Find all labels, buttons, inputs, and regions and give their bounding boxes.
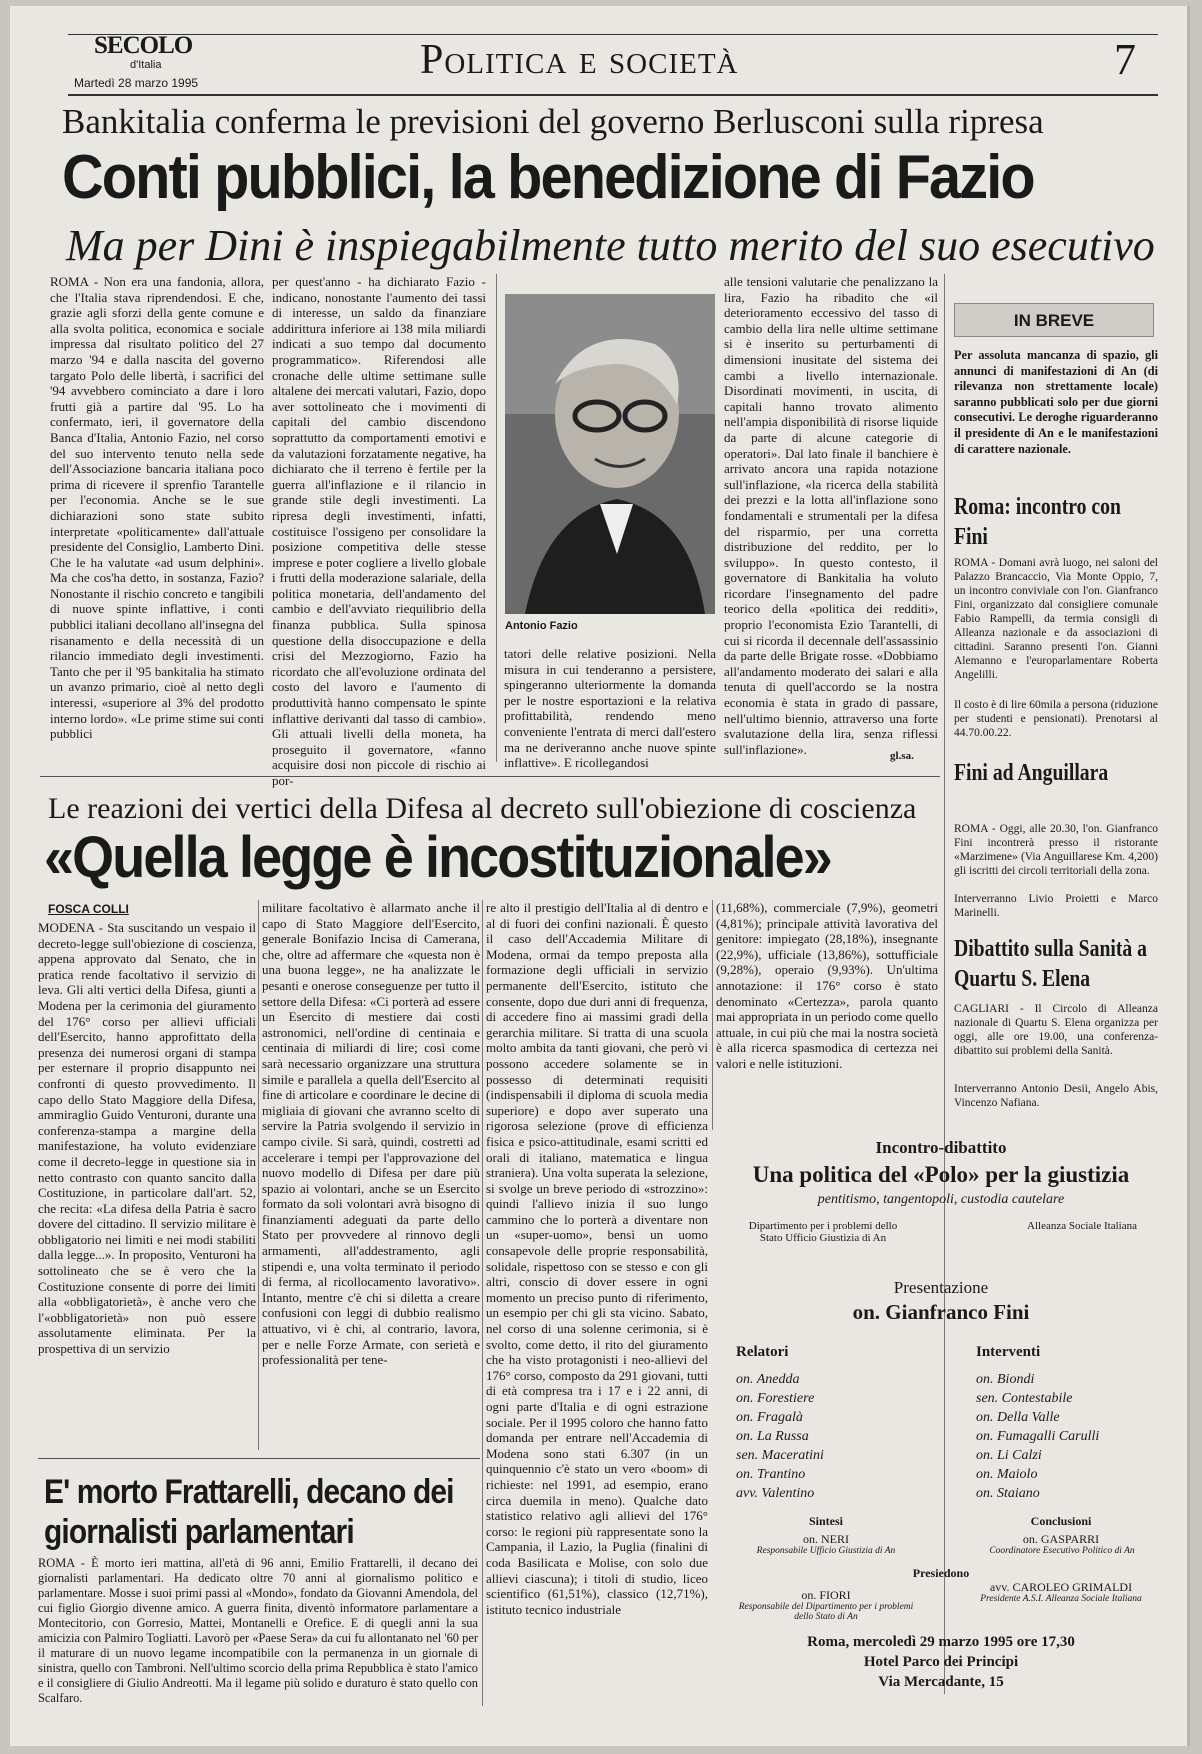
issue-date: Martedì 28 marzo 1995 <box>74 76 199 90</box>
in-breve-label: IN BREVE <box>954 303 1154 337</box>
advert-presenter: on. Gianfranco Fini <box>852 1300 1030 1324</box>
relatore: on. Trantino <box>736 1467 806 1482</box>
article2-column-4: (11,68%), commerciale (7,9%), geometri (4,81%); principale attività lavorativa del genitore: impiegato (28,18%), insegnante (22,9%), ufficiale (13,86%), sottufficiale (9,28%), operaio (9,93%). Un'ultima annotazione: il 176° corso è stato denominato «Certezza», parola quanto mai appropriata in un periodo come quello attuale, in cui più che mai la nostra società è alla ricerca spasmodica di certezza nei valori e nelle istituzioni. <box>716 900 938 1071</box>
sidebar-notice: Per assoluta mancanza di spazio, gli annunci di manifestazioni di An (di rilevanza non strettamente locale) saranno pubblicati solo per due giorni consecutivi. Le deroghe riguarderanno il presidente di An e le manifestazioni di carattere nazionale. <box>954 348 1158 456</box>
article1-subhead: Ma per Dini è inspiegabilmente tutto merito del suo esecutivo <box>66 221 1155 270</box>
relatore: sen. Maceratini <box>736 1448 824 1463</box>
advert-interventi-list <box>976 1370 1156 1503</box>
sidebar-item3-title: Dibattito sulla Sanità a Quartu S. Elena <box>954 936 1148 992</box>
article1-signature: gl.sa. <box>890 750 914 762</box>
advert-conclusioni-label: Conclusioni <box>1030 1514 1092 1528</box>
article1-kicker: Bankitalia conferma le previsioni del governo Berlusconi sulla ripresa <box>62 102 1044 141</box>
article1-headline: Conti pubblici, la benedizione di Fazio <box>62 143 1034 212</box>
intervento: on. Staiano <box>976 1486 1040 1501</box>
intervento: on. Della Valle <box>976 1410 1060 1425</box>
advert-presentation-label: Presentazione <box>893 1278 989 1297</box>
article2-byline: FOSCA COLLI <box>48 902 129 916</box>
sidebar-item1-text2: Il costo è di lire 60mila a persona (riduzione per studenti e pensionati). Prenotarsi al 44.70.00.22. <box>954 699 1158 739</box>
advert-date: Roma, mercoledì 29 marzo 1995 ore 17,30 <box>807 1634 1075 1650</box>
sidebar-item1-text: ROMA - Domani avrà luogo, nei saloni del Palazzo Brancaccio, Via Monte Oppio, 7, un incontro conviviale con l'on. Gianfranco Fini, organizzato dal consigliere comunale Fabio Rampelli, da termia consigli di Alleanza nazionale e da associazioni di cittadini. Saranno presenti l'on. Gianni Alemanno e l'europarlamentare Roberta Angelilli. <box>954 557 1158 681</box>
article2-kicker: Le reazioni dei vertici della Difesa al decreto sull'obiezione di coscienza <box>48 792 917 825</box>
advert-relatori-list <box>736 1370 916 1503</box>
sidebar-item3-text2: Interverranno Antonio Desii, Angelo Abis, Vincenzo Nafiana. <box>954 1083 1158 1109</box>
advert-address: Via Mercadante, 15 <box>878 1674 1004 1690</box>
advert-interventi-label: Interventi <box>976 1344 1041 1360</box>
advert-org-left: Dipartimento per i problemi dello Stato Ufficio Giustizia di An <box>748 1220 898 1244</box>
top-rule <box>68 34 1158 35</box>
relatore: avv. Valentino <box>736 1486 815 1501</box>
intervento: on. Fumagalli Carulli <box>976 1429 1100 1444</box>
article2-headline: «Quella legge è incostituzionale» <box>44 825 831 890</box>
advert-conclusioni-role: Coordinatore Esecutivo Politico di An <box>989 1546 1135 1556</box>
relatore: on. La Russa <box>736 1429 809 1444</box>
article1-column-4: alle tensioni valutarie che penalizzano la lira, Fazio ha ribadito che «il deterioramento eccessivo del tasso di cambio della lira nelle ultime settimane si è inserito su perturbamenti di dimensioni inusitate del sistema dei cambi a livello internazionale. Disordinati movimenti, in uscita, di capitali hanno trovato alimento nell'ampia disponibilità di risorse liquide da parte di alcune categorie di operatori». Dal lato finale il banchiere è arrivato ancora una rapida notazione sull'inflazione, «la ricerca della stabilità dei prezzi e la lotta all'inflazione sono fondamentali e strumentali per la difesa del risparmio, per una corretta distribuzione del reddito, per lo sviluppo». In questo contesto, il governatore di Bankitalia ha voluto ricordare l'insegnamento del padre teorico della «politica dei redditi», proprio l'economista Ezio Tarantelli, di cui si ricorda il decennale dell'assassinio da parte delle Brigate rosse. «Dobbiamo all'andamento moderato dei salari e alla tenuta di quell'accordo se la nostra economia è stata in grado di passare, nell'ultimo biennio, attraverso una forte svalutazione della lira, senza riflessi sull'inflazione». <box>724 274 938 757</box>
advert-presiedono-label: Presiedono <box>912 1566 970 1580</box>
article-separator <box>38 1458 480 1459</box>
column-divider <box>482 900 483 1706</box>
advert-chair-right-name: avv. CAROLEO GRIMALDI <box>989 1580 1133 1594</box>
intervento: sen. Contestabile <box>976 1391 1073 1406</box>
sidebar-item3-text: CAGLIARI - Il Circolo di Alleanza nazionale di Quartu S. Elena organizza per oggi, alle ore 19.00, una conferenza-dibattito sui problemi della Sanità. <box>954 1003 1158 1057</box>
intervento: on. Maiolo <box>976 1467 1038 1482</box>
article1-column-2: per quest'anno - ha dichiarato Fazio - indicano, nonostante l'aumento dei tassi di interesse, un saldo da finanziare addirittura inferiore ai 138 mila miliardi indicati a suo tempo dal documento programmatico». Riferendosi alle cronache delle ultime settimane sulle altalene dei mercati valutari, Fazio, dopo aver sottolineato che i movimenti di capitali del cambio discendono soprattutto da comportamenti emotivi e da valutazioni forzatamente negative, ha dichiarato che il terreno è fertile per la guerra all'inflazione e il rilancio in grande stile degli investimenti. La ripresa degli investimenti, infatti, costituisce l'ossigeno per consolidare la posizione competitiva delle stesse imprese e poter cogliere a livello globale i frutti della moderazione salariale, della politica monetaria, dell'andamento del cambio e dell'avviato riequilibrio della finanza pubblica. Sulla spinosa questione della disoccupazione e della crisi del Mezzogiorno, Fazio ha ricordato che all'evoluzione ordinata del costo del lavoro e l'aumento di produttività hanno compensato le spinte inflattive derivanti dal tasso di cambio». Gli attuali livelli della moneta, ha proseguito il governatore, «fanno acquisire dosi non piccole di rischio ai por- <box>272 274 486 788</box>
advert-sintesi-label: Sintesi <box>808 1514 843 1528</box>
photo-caption: Antonio Fazio <box>505 620 578 632</box>
advert-conclusioni-name: on. GASPARRI <box>1022 1532 1100 1546</box>
header-rule <box>68 94 1158 96</box>
page-number: 7 <box>1114 35 1136 84</box>
article2-column-2: militare facoltativo è allarmato anche il capo di Stato Maggiore dell'Esercito, generale Bonifazio Incisa di Camerana, che, oltre ad affermare che «questa non è una buona legge», ne ha analizzate le pesanti e onerose conseguenze per tutto il settore della Difesa: «Ci porterà ad essere un Esercito di mestiere dai costi astronomici, nell'ordine di centinaia e centinaia di miliardi di lire; così come sarà necessario organizzare una struttura simile e parallela a quella dell'Esercito al fine di articolare e coordinare le decine di migliaia di giovani che avranno scelto di servire la Patria svolgendo il servizio in campo civile. Si sarà, quindi, costretti ad accelerare i tempi per l'approvazione del nuovo modello di Difesa per dare più spazio ai volontari, anche se un Esercito formato da soli volontari avrà bisogno di finanziamenti adeguati da parte dello Stato per provvedere al rinnovo degli armamenti, all'addestramento, agli stipendi e, una volta terminato il periodo di ferma, al ricollocamento lavorativo». Intanto, mentre c'è chi si diletta a creare confusioni con leggi di dubbio realismo attuativo, vi è chi, al contrario, lavora, per e nelle Forze Armate, con serietà e professionalità per tene- <box>262 900 480 1368</box>
masthead-logo-sub: d'Italia <box>130 59 162 71</box>
advert-kicker: Incontro-dibattito <box>875 1138 1007 1157</box>
article2-column-1: MODENA - Sta suscitando un vespaio il decreto-legge sull'obiezione di coscienza, appena approvato dal Senato, che in pratica rende facoltativo il servizio di leva. Gli alti vertici della Difesa, giunti a Modena per la cerimonia del giuramento del 176° corso per allievi ufficiali dell'Esercito, hanno approfittato della presenza dei numerosi organi di stampa per esternare il proprio disappunto nei confronti di questo provvedimento. Il capo dello Stato Maggiore della Difesa, ammiraglio Guido Venturoni, durante una conferenza-stampa a margine della manifestazione, ha voluto evidenziare come il decreto-legge in questione sia in netto contrasto con quanto sancito dalla Costituzione, in particolare dall'art. 52, che recita: «La difesa della Patria è sacro dovere del cittadino. Il servizio militare è obbligatorio nei limiti e nei modi stabiliti dalla legge...». In proposito, Venturoni ha sottolineato che se è vero che la Costituzione consente di porre dei limiti alla «obbligatorietà», è anche vero che l'«obbligatorietà» non può essere assolutamente eliminata. Per la prospettiva di un servizio <box>38 920 256 1357</box>
column-divider <box>258 900 259 1450</box>
column-divider <box>496 274 497 762</box>
sidebar-item2-text2: Interverranno Livio Proietti e Marco Marinelli. <box>954 893 1158 919</box>
relatore: on. Anedda <box>736 1372 800 1387</box>
advert-subtitle: pentitismo, tangentopoli, custodia cautelare <box>817 1192 1065 1207</box>
advert-org-right: Alleanza Sociale Italiana <box>1027 1220 1137 1232</box>
advert-relatori-label: Relatori <box>736 1344 789 1360</box>
advert-chair-left-name: on. FIORI <box>801 1588 851 1602</box>
article3-body: ROMA - È morto ieri mattina, all'età di 96 anni, Emilio Frattarelli, il decano dei giornalisti parlamentari. Ha dedicato oltre 70 anni al giornalismo politico e parlamentare. Mosse i suoi primi passi al «Mondo», fondato da Giovanni Amendola, del cui figlio Giorgio divenne amico. A guerra finita, diventò informatore parlamentare a Montecitorio, con Gorresio, Mattei, Montanelli e Orefice. E di quegli anni la sua amicizia con Palmiro Togliatti. Lavorò per «Paese Sera» da cui fu allontanato nel '60 per il maturare di un nuovo legame incompatibile con la permanenza in un giornale di sinistra, quello con Tambroni. Nell'ultimo scorcio della prima Repubblica è stato l'amico e il consigliere di Giulio Andreotti. Ma il legame più solido e duraturo è stato quello con Scalfaro. <box>38 1556 478 1705</box>
advert-chair-left-role: Responsabile del Dipartimento per i problemi dello Stato di An <box>738 1602 914 1622</box>
advert-sintesi-role: Responsabile Ufficio Giustizia di An <box>756 1546 896 1556</box>
section-title: Politica e società <box>420 37 739 83</box>
intervento: on. Biondi <box>976 1372 1035 1387</box>
newspaper-page <box>10 6 1190 1746</box>
article-separator <box>40 776 940 777</box>
sidebar-item1-title: Roma: incontro con Fini <box>954 494 1121 550</box>
event-advert <box>722 1130 1160 1690</box>
intervento: on. Li Calzi <box>976 1448 1042 1463</box>
article3-headline: E' morto Frattarelli, decano dei giornalisti parlamentari <box>44 1473 454 1551</box>
advert-chair-right-role: Presidente A.S.I. Alleanza Sociale Italiana <box>980 1594 1142 1604</box>
masthead-logo: SECOLO <box>94 32 193 59</box>
column-divider <box>712 900 713 1130</box>
portrait-illustration <box>505 294 715 614</box>
advert-sintesi-name: on. NERI <box>803 1532 849 1546</box>
sidebar-item2-text: ROMA - Oggi, alle 20.30, l'on. Gianfranco Fini incontrerà presso il ristorante «Marzimene» (Via Anguillarese Km. 4,200) gli iscritti dei circoli territoriali della zona. <box>954 823 1158 877</box>
relatore: on. Forestiere <box>736 1391 815 1406</box>
fazio-photo <box>505 294 715 614</box>
advert-title: Una politica del «Polo» per la giustizia <box>752 1162 1130 1187</box>
article2-column-3: re alto il prestigio dell'Italia al di dentro e al di fuori dei confini nazionali. È questo il caso dell'Accademia Militare di Modena, ormai da tempo preposta alla formazione degli ufficiali in servizio permanente dell'Esercito, istituto che consente, dopo due duri anni di frequenza, di accedere fino ai massimi gradi della gerarchia militare. Si tratta di una scuola molto ambita da tanti giovani, che però vi possono accedere solamente se in possesso di determinati requisiti (indispensabili il diploma di scuola media superiore) e dopo aver superato una rigorosa selezione (prove di efficienza fisica e psico-attitudinale, esami scritti ed orali di italiano, matematica e lingua straniera). Una volta superata la selezione, si svolge un breve periodo di «strozzino»: quindi l'allievo inizia il suo lungo cammino che lo porterà a diventare non un «super-uomo», bensì un uomo consapevole delle proprie responsabilità, solidale, rispettoso con se stesso e con gli altri, conscio di dover essere in ogni momento un preciso punto di riferimento, un esempio per chi gli sta vicino. Sabato, nel corso di una solenne cerimonia, si è svolto, come detto, il rito del giuramento che ha visto protagonisti i neo-allievi del 176° corso, composto da 291 giovani, tutti di età compresa tra i 17 e i 22 anni, di ogni parte d'Italia e di ogni estrazione sociale. Per il 1995 coloro che hanno fatto domanda per entrare nell'Accademia di Modena sono stati 6.307 (in un quinquennio c'è stato un vero «boom» di richieste: nel 1991, ad esempio, erano circa duemila in meno). Qualche dato statistico relativo agli allievi del 176° corso: le regioni più rappresentate sono la Campania, il Lazio, la Puglia (finalini di coda Basilicata e Molise, con solo due allievi ciascuna); i titoli di studio, liceo scientifico (61,51%), classico (12,71%), istituto tecnico industriale <box>486 900 708 1617</box>
advert-venue: Hotel Parco dei Principi <box>863 1654 1019 1670</box>
article1-column-1: ROMA - Non era una fandonia, allora, che l'Italia stava riprendendosi. E che, grazie agli sforzi della gente comune e alla svolta politica, economica e sociale impressa dal risultato politico del 27 marzo '94 e dalla nascita del governo targato Polo delle libertà, i sacrifici del '94 avvebbero cominciato a dare i loro frutti già a partire dal '95. Lo ha confermato, ieri, il governatore della Banca d'Italia, Antonio Fazio, nel corso del suo intervento tenuto nella sede dell'Associazione bancaria italiana poco prima di ricevere il sprenfio Tarantelle per l'economia. Anche se le sue dichiarazioni sono state subito interpretate «politicamente» dall'attuale presidente del Consiglio, Lamberto Dini. Che le ha valutate «ad usum delphini». Ma che cos'ha detto, in sostanza, Fazio? Nonostante il rischio concreto e tangibili di nuove spinte inflattive, i conti pubblici italiani decollano all'insegna del risanamento e della necessità di un rilancio immediato degli investimenti. Tanto che per il '95 bankitalia ha stimato un avanzo primario, cioè al netto degli interessi, «superiore al 3% del prodotto interno lordo». «Le prime stime sui conti pubblici <box>50 274 264 742</box>
article1-column-3: tatori delle relative posizioni. Nella misura in cui tenderanno a persistere, spingeranno ulteriormente la domanda per le nostre esportazioni e la relativa profittabilità, rendendo meno conveniente l'entrata di merci dall'estero ma ne deriveranno anche nuove spinte inflattive». E ricollegandosi <box>504 646 716 771</box>
sidebar-item2-title: Fini ad Anguillara <box>954 760 1109 786</box>
relatore: on. Fragalà <box>736 1410 803 1425</box>
